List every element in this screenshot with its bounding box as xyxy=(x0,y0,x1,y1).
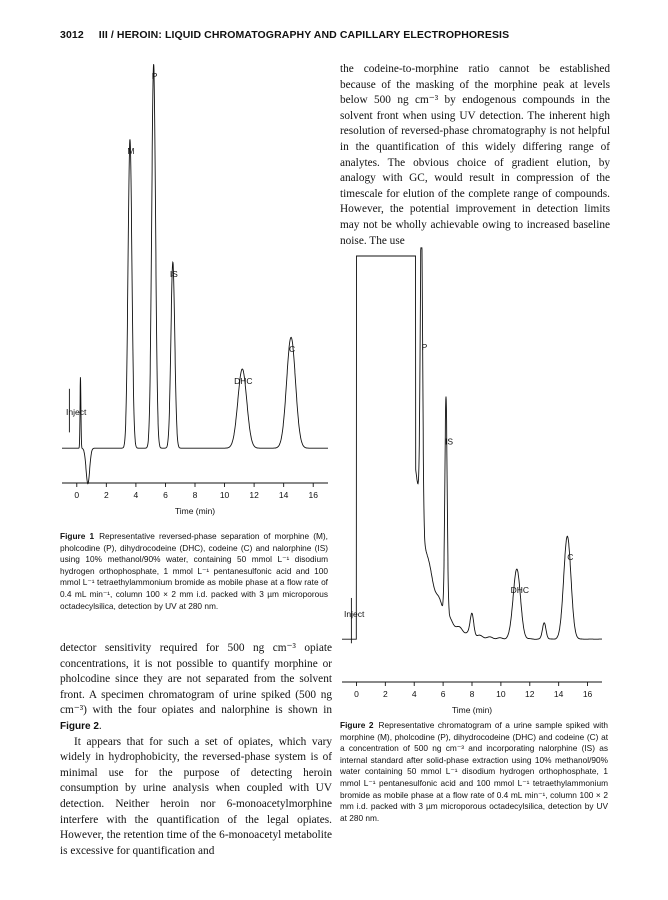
x-tick-label: 6 xyxy=(440,689,446,699)
x-tick-label: 16 xyxy=(308,490,318,500)
x-tick-label: 12 xyxy=(249,490,259,500)
x-tick-label: 2 xyxy=(382,689,388,699)
figure-1-caption-text: Representative reversed-phase separation of morphine (M), pholcodine (P), dihydrocodeine (DHC), codeine (C) and nalorphine (IS) using 10% methanol/90% water, containing 50 mmol L⁻¹ disodium hydrogen orthophosphate, 1 mmol L⁻¹ pentanesulfonic acid and 100 mmol L⁻¹ tetraethylammonium bromide as mobile phase at a flow rate of 0.4 mL min⁻¹, column 100 × 2 mm i.d. packed with 3 µm microporous octadecylsilica, detection by UV at 280 nm. xyxy=(60,531,328,611)
inject-label: Inject xyxy=(344,609,365,619)
running-title: III / HEROIN: LIQUID CHROMATOGRAPHY AND CAPILLARY ELECTROPHORESIS xyxy=(98,29,510,41)
peak-label-m: M xyxy=(127,146,135,157)
running-header xyxy=(60,29,509,41)
peak-label-c: C xyxy=(567,552,574,562)
x-tick-label: 4 xyxy=(411,689,417,699)
trace-layer xyxy=(62,64,328,484)
paragraph-right-top: the codeine-to-morphine ratio cannot be established because of the masking of the morphine peak at levels below 500 ng cm⁻³ by endogenous compounds in the solvent front when using UV detection. The inherent high resolution of reversed-phase chromatography is not helpful in the quantification of this widely differing range of analytes. The obvious choice of gradient elution, by analogy with GC, would result in compression of the timescale for elution of the complete range of compounds. However, the potential improvement in detection limits may not be wholly achievable owing to increased baseline noise. The use xyxy=(340,63,610,247)
figure-2-reference[interactable]: Figure 2 xyxy=(60,720,99,732)
trace-layer xyxy=(342,248,602,643)
x-tick-label: 4 xyxy=(133,490,139,500)
label-layer xyxy=(344,342,573,619)
x-axis-title: Time (min) xyxy=(174,506,216,516)
peak-label-p: P xyxy=(151,70,158,81)
x-tick-label: 16 xyxy=(582,689,593,699)
peak-label-dhc: DHC xyxy=(510,584,529,595)
axis-layer xyxy=(342,682,602,715)
paragraph-2: It appears that for such a set of opiates, which vary widely in hydrophobicity, the reversed-phase system is of minimal use for the purpose of detecting heroin consumption by urine analysis when coupled with UV detection. Neither heroin nor 6-monoacetylmorphine interfere with the quantification of the legal opiates. However, the retention time of the 6-monoacetyl metabolite is excessive for quantification and xyxy=(60,735,332,857)
right-column-text xyxy=(340,62,610,249)
x-tick-label: 8 xyxy=(469,689,475,699)
peak-label-c: C xyxy=(288,344,296,355)
peak-label-is: IS xyxy=(169,268,178,279)
x-tick-label: 10 xyxy=(219,490,230,500)
page-number: 3012 xyxy=(60,29,84,41)
left-column-text xyxy=(60,641,332,859)
figure-1-chromatogram xyxy=(60,60,340,528)
x-axis-title: Time (min) xyxy=(451,705,493,715)
peak-label-dhc: DHC xyxy=(234,375,253,386)
x-tick-label: 14 xyxy=(553,689,564,699)
paragraph-1: detector sensitivity required for 500 ng cm⁻³ opiate concentrations, it is not possible to quantify morphine or pholcodine since they are not separated from the solvent front. A specimen chromatogram of urine spiked (500 ng cm⁻³) with the four opiates and nalorphine is shown in Figure 2. xyxy=(60,642,332,732)
figure-2-caption-text: Representative chromatogram of a urine sample spiked with morphine (M), pholcodine (P), dihydrocodeine (DHC) and codeine (C) at a concentration of 500 ng cm⁻³ and incorporating nalorphine (IS) as internal standard after solid-phase extraction using 10% methanol/90% water containing 50 mmol L⁻¹ disodium hydrogen orthophosphate, 1 mmol L⁻¹ pentanesulfonic acid and 100 mmol L⁻¹ tetraethylammonium bromide as mobile phase at a flow rate of 0.4 mL min⁻¹, column 100 × 2 mm i.d. packed with 3 µm microporous octadecylsilica, detection by UV at 280 nm. xyxy=(340,720,608,823)
peak-label-p: P xyxy=(421,341,428,352)
x-tick-label: 6 xyxy=(163,490,168,500)
paragraph-1-text: detector sensitivity required for 500 ng cm⁻³ opiate concentrations, it is not possible to quantify morphine or pholcodine since they are not separated from the solvent front. A specimen chromatogram of urine spiked (500 ng cm⁻³) with the four opiates and nalorphine is shown in xyxy=(60,642,332,717)
chromatogram-trace xyxy=(342,248,602,640)
x-tick-label: 8 xyxy=(192,490,198,500)
label-layer xyxy=(66,71,295,417)
figure-2-label: Figure 2 xyxy=(340,720,374,730)
inject-label: Inject xyxy=(66,407,87,417)
x-tick-label: 14 xyxy=(278,490,289,500)
x-tick-label: 12 xyxy=(525,689,535,699)
x-tick-label: 2 xyxy=(103,490,109,500)
figure-1-label: Figure 1 xyxy=(60,531,95,541)
x-tick-label: 10 xyxy=(496,689,506,699)
figure-2-chromatogram xyxy=(340,248,610,718)
figure-1-caption xyxy=(60,531,328,612)
peak-label-is: IS xyxy=(444,436,454,447)
x-tick-label: 0 xyxy=(74,490,80,500)
x-tick-label: 0 xyxy=(354,689,359,699)
chromatogram-trace xyxy=(62,64,328,484)
axis-layer xyxy=(62,483,328,516)
figure-2-caption xyxy=(340,720,608,824)
